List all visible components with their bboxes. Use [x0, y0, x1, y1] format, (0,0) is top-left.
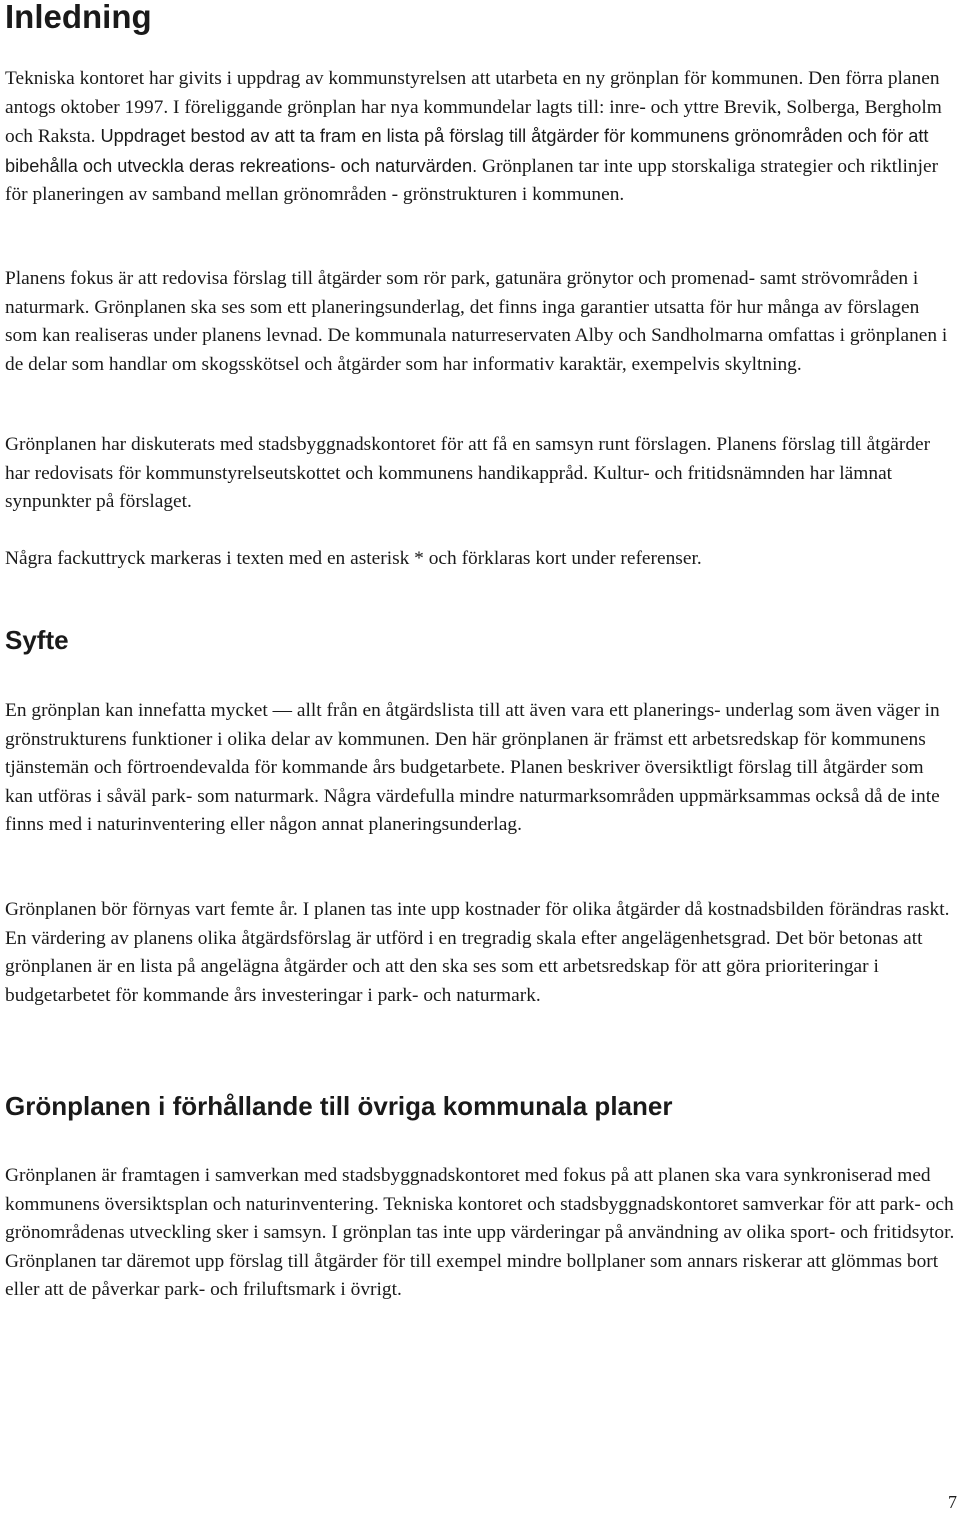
relation-paragraph-1: Grönplanen är framtagen i samverkan med stadsbyggnadskontoret med fokus på att planen ska vara synkroniserad med kommunens översiktsplan och naturinventering. Tekniska kontoret och stadsbyggnadskontoret samverkar för att park- och grönområdenas utveckling sker i samsyn. I grönplan tas inte upp värderingar på användning av olika sport- och fritidsytor. Grönplanen tar däremot upp förslag till åtgärder för till exempel mindre bollplaner som annars riskerar att glömmas bort eller att de påverkar park- och friluftsmark i övrigt.: [5, 1165, 955, 1300]
syfte-paragraph-1: En grönplan kan innefatta mycket — allt från en åtgärdslista till att även vara ett planerings- underlag som även väger in grönstrukturens funktioner i olika delar av kommunen. Den här grönplanen är främst ett arbetsredskap för kommunens tjänstemän och förtroendevalda för kommande års budgetarbete. Planen beskriver översiktligt förslag till åtgärder som kan utföras i såväl park- som naturmark. Några värdefulla mindre naturmarksområden uppmärksammas också då de inte finns med i naturinventering eller någon annat planeringsunderlag.: [5, 700, 940, 835]
heading-syfte: Syfte: [5, 625, 69, 655]
syfte-paragraph-2: Grönplanen bör förnyas vart femte år. I planen tas inte upp kostnader för olika åtgärder då kostnadsbilden förändras raskt. En värdering av planens olika åtgärdsförslag är utförd i en tregradig skala efter angelägenhetsgrad. Det bör betonas att grönplanen är en lista på angelägna åtgärder och att den ska ses som ett arbetsredskap för att göra prioriteringar i budgetarbetet för kommande års investeringar i park- och naturmark.: [5, 899, 950, 1006]
page-number: 7: [948, 1492, 957, 1512]
intro-paragraph-1: [5, 65, 955, 210]
intro-paragraph-1-sans: Uppdraget bestod av att ta fram en lista på förslag till åtgärder för kommunens grönområden och för att bibehålla och utveckla deras rekreations- och naturvärden.: [5, 126, 929, 176]
intro-paragraph-2: Planens fokus är att redovisa förslag till åtgärder som rör park, gatunära grönytor och promenad- samt strövområden i naturmark. Grönplanen ska ses som ett planeringsunderlag, det finns inga garantier utsatta för hur många av förslagen som kan realiseras under planens levnad. De kommunala naturreservaten Alby och Sandholmarna omfattas i grönplanen i de delar som handlar om skogsskötsel och åtgärder som har informativ karaktär, exempelvis skyltning.: [5, 268, 948, 375]
intro-paragraph-4: Några fackuttryck markeras i texten med en asterisk * och förklaras kort under referenser.: [5, 548, 702, 569]
intro-paragraph-1-serif-b: Grönplanen tar inte upp storskaliga strategier och riktlinjer för planeringen av samband mellan grönområden - grönstrukturen i kommunen.: [5, 155, 939, 205]
heading-inledning: Inledning: [5, 0, 152, 35]
heading-relation: Grönplanen i förhållande till övriga kommunala planer: [5, 1091, 673, 1121]
intro-paragraph-3: Grönplanen har diskuterats med stadsbyggnadskontoret för att få en samsyn runt förslagen. Planens förslag till åtgärder har redovisats för kommunstyrelseutskottet och kommunens handikappråd. Kultur- och fritidsnämnden har lämnat synpunkter på förslaget.: [5, 434, 931, 512]
intro-paragraph-1-serif-a: Tekniska kontoret har givits i uppdrag av kommunstyrelsen att utarbeta en ny grönplan för kommunen. Den förra planen antogs oktober 1997. I föreliggande grönplan har nya kommundelar lagts till: inre- och yttre Brevik, Solberga, Bergholm och Raksta.: [5, 68, 942, 147]
